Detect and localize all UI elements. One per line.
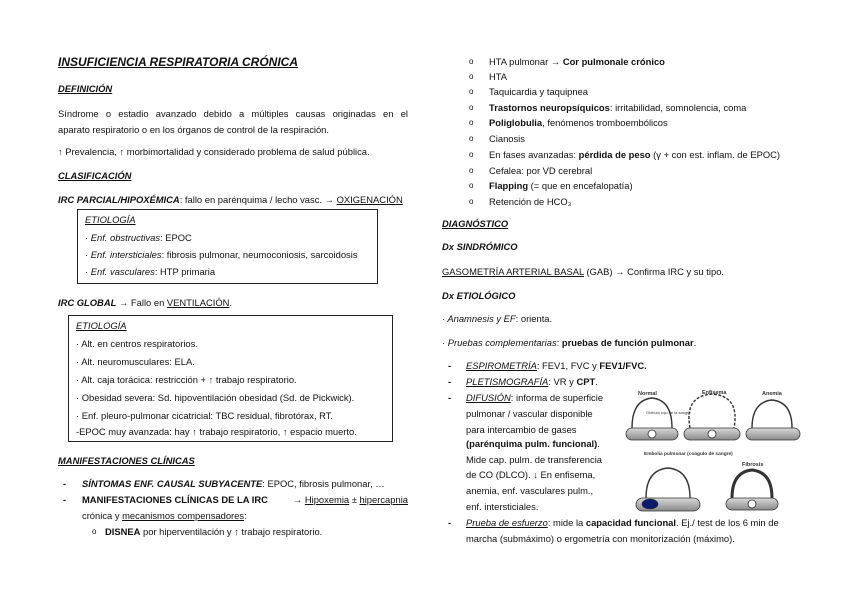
circle-bullet-icon: o: [469, 134, 474, 143]
diagram-label-normal: Normal: [638, 391, 657, 397]
definicion-line2: aparato respiratorio o en los órganos de control de la respiración.: [58, 124, 329, 135]
etiologia-global-item: · Enf. pleuro-pulmonar cicatricial: TBC residual, fibrotórax, RT.: [76, 410, 334, 421]
dash-bullet: -: [63, 478, 67, 489]
list-item: Retención de HCO₃: [489, 196, 572, 207]
definicion-heading: DEFINICIÓN: [58, 83, 113, 94]
fibrosis-alveolus-icon: [726, 470, 778, 510]
normal-alveolus-icon: [626, 398, 678, 440]
etiologia-parcial-item: · Enf. intersticiales: fibrosis pulmonar, neumoconiosis, sarcoidosis: [85, 249, 358, 260]
irc-parcial-line: [58, 194, 403, 206]
manifestaciones-irc-line2: crónica y mecanismos compensadores:: [82, 510, 247, 521]
list-item: Poliglobulia, fenómenos tromboembólicos: [489, 117, 668, 128]
sintomas-line: SÍNTOMAS ENF. CAUSAL SUBYACENTE: EPOC, fibrosis pulmonar, …: [82, 478, 385, 489]
disnea-line: DISNEA por hiperventilación y ↑ trabajo respiratorio.: [105, 526, 323, 537]
definicion-line1: Síndrome o estadio avanzado debido a múltiples causas originadas en el: [58, 108, 408, 119]
espirometria-line: ESPIROMETRÍA: FEV1, FVC y FEV1/FVC.: [466, 360, 647, 371]
circle-bullet-icon: o: [469, 181, 474, 190]
page-title: INSUFICIENCIA RESPIRATORIA CRÓNICA: [58, 55, 299, 69]
clasificacion-heading: CLASIFICACIÓN: [58, 170, 132, 181]
diagram-label-globulo: Glóbulo rojo de la sangre: [646, 410, 691, 415]
prevalencia-line: ↑ Prevalencia, ↑ morbimortalidad y considerado problema de salud pública.: [58, 146, 370, 157]
etiologia-global-item: · Alt. neuromusculares: ELA.: [76, 356, 195, 367]
difusion-line5: Mide cap. pulm. de transferencia: [466, 454, 603, 465]
list-item: Trastornos neuropsíquicos: irritabilidad, somnolencia, coma: [489, 102, 747, 113]
circle-bullet-icon: o: [469, 197, 474, 206]
pletismografia-line: PLETISMOGRAFÍA: VR y CPT.: [466, 376, 598, 387]
dx-etiologico-heading: Dx ETIOLÓGICO: [442, 290, 516, 301]
irc-parcial-text: : fallo en parénquima / lecho vasc. →: [179, 194, 337, 205]
dx-sindromico-heading: Dx SINDRÓMICO: [442, 241, 518, 252]
diagram-label-fibrosis: Fibrosis: [742, 462, 764, 468]
list-item: Flapping (= que en encefalopatía): [489, 180, 633, 191]
diagram-label-embolia: Embolia pulmonar (coágulo de sangre): [644, 452, 733, 457]
etiologia-parcial-box: [77, 209, 378, 284]
difusion-line2: pulmonar / vascular disponible: [466, 408, 593, 419]
diagram-label-anemia: Anemia: [762, 391, 782, 397]
diagnostico-heading: DIAGNÓSTICO: [442, 218, 509, 229]
etiologia-global-item: · Alt. caja torácica: restricción + ↑ trabajo respiratorio.: [76, 374, 297, 385]
difusion-line7: anemia, enf. vasculares pulm.,: [466, 485, 594, 496]
difusion-line3: para intercambio de gases: [466, 424, 577, 435]
etiologia-global-item: -EPOC muy avanzada: hay ↑ trabajo respiratorio, ↑ espacio muerto.: [76, 426, 357, 437]
list-item: HTA: [489, 71, 508, 82]
etiologia-global-heading: ETIOLOGÍA: [76, 320, 127, 331]
etiologia-parcial-item: · Enf. vasculares: HTP primaria: [85, 266, 216, 277]
dash-bullet: -: [448, 517, 452, 528]
oxigenacion-term: OXIGENACIÓN: [336, 194, 403, 205]
dash-bullet: -: [448, 392, 452, 403]
circle-bullet-icon: o: [469, 166, 474, 175]
difusion-line4: (parénquima pulm. funcional).: [466, 438, 600, 449]
embolia-alveolus-icon: [636, 468, 700, 511]
pruebas-line: · Pruebas complementarias: pruebas de función pulmonar.: [442, 337, 697, 348]
difusion-line8: enf. intersticiales.: [466, 501, 539, 512]
diagram-label-enfisema: Enfisema: [702, 390, 727, 396]
esfuerzo-line2: marcha (submáximo) o ergometría con monitorización (máximo).: [466, 533, 735, 544]
circle-bullet-icon: o: [469, 57, 474, 66]
dash-bullet: -: [448, 376, 452, 387]
ventilacion-term: VENTILACIÓN: [166, 297, 230, 308]
etiologia-global-box: [68, 315, 393, 442]
diffusion-diagram: [622, 386, 804, 518]
difusion-line6: de CO (DLCO). ↓ En enfisema,: [466, 469, 596, 480]
circle-bullet-icon: o: [469, 87, 474, 96]
manifestaciones-heading: MANIFESTACIONES CLÍNICAS: [58, 455, 195, 466]
circle-bullet-icon: o: [469, 103, 474, 112]
esfuerzo-line: Prueba de esfuerzo: mide la capacidad funcional. Ej./ test de los 6 min de: [466, 517, 779, 528]
manifestaciones-irc-line: MANIFESTACIONES CLÍNICAS DE LA IRC → Hipoxemia ± hipercapnia: [82, 494, 408, 505]
irc-global-line: IRC GLOBAL → Fallo en VENTILACIÓN.: [58, 297, 233, 308]
etiologia-parcial-item: · Enf. obstructivas: EPOC: [85, 232, 192, 243]
circle-bullet-icon: o: [469, 72, 474, 81]
circle-bullet-icon: o: [469, 118, 474, 127]
dash-bullet: -: [63, 494, 67, 505]
etiologia-parcial-heading: ETIOLOGÍA: [85, 214, 136, 225]
dash-bullet: -: [448, 360, 452, 371]
etiologia-global-item: · Obesidad severa: Sd. hipoventilación obesidad (Sd. de Pickwick).: [76, 392, 355, 403]
list-item: HTA pulmonar → Cor pulmonale crónico: [489, 56, 665, 67]
anemia-alveolus-icon: [746, 400, 800, 440]
list-item: Cianosis: [489, 133, 525, 144]
irc-global-label: IRC GLOBAL: [58, 297, 117, 308]
gab-line: GASOMETRÍA ARTERIAL BASAL (GAB) → Confirma IRC y su tipo.: [442, 266, 725, 277]
list-item: Cefalea: por VD cerebral: [489, 165, 593, 176]
anamnesis-line: · Anamnesis y EF: orienta.: [442, 313, 553, 324]
circle-bullet-icon: o: [92, 527, 97, 536]
circle-bullet-icon: o: [469, 150, 474, 159]
difusion-line1: DIFUSIÓN: informa de superficie: [466, 392, 604, 403]
list-item: Taquicardia y taquipnea: [489, 86, 589, 97]
etiologia-global-item: · Alt. en centros respiratorios.: [76, 338, 198, 349]
enfisema-alveolus-icon: [684, 394, 740, 440]
irc-parcial-label: IRC PARCIAL/HIPOXÉMICA: [58, 194, 180, 205]
list-item: En fases avanzadas: pérdida de peso (γ + con est. inflam. de EPOC): [489, 149, 781, 160]
